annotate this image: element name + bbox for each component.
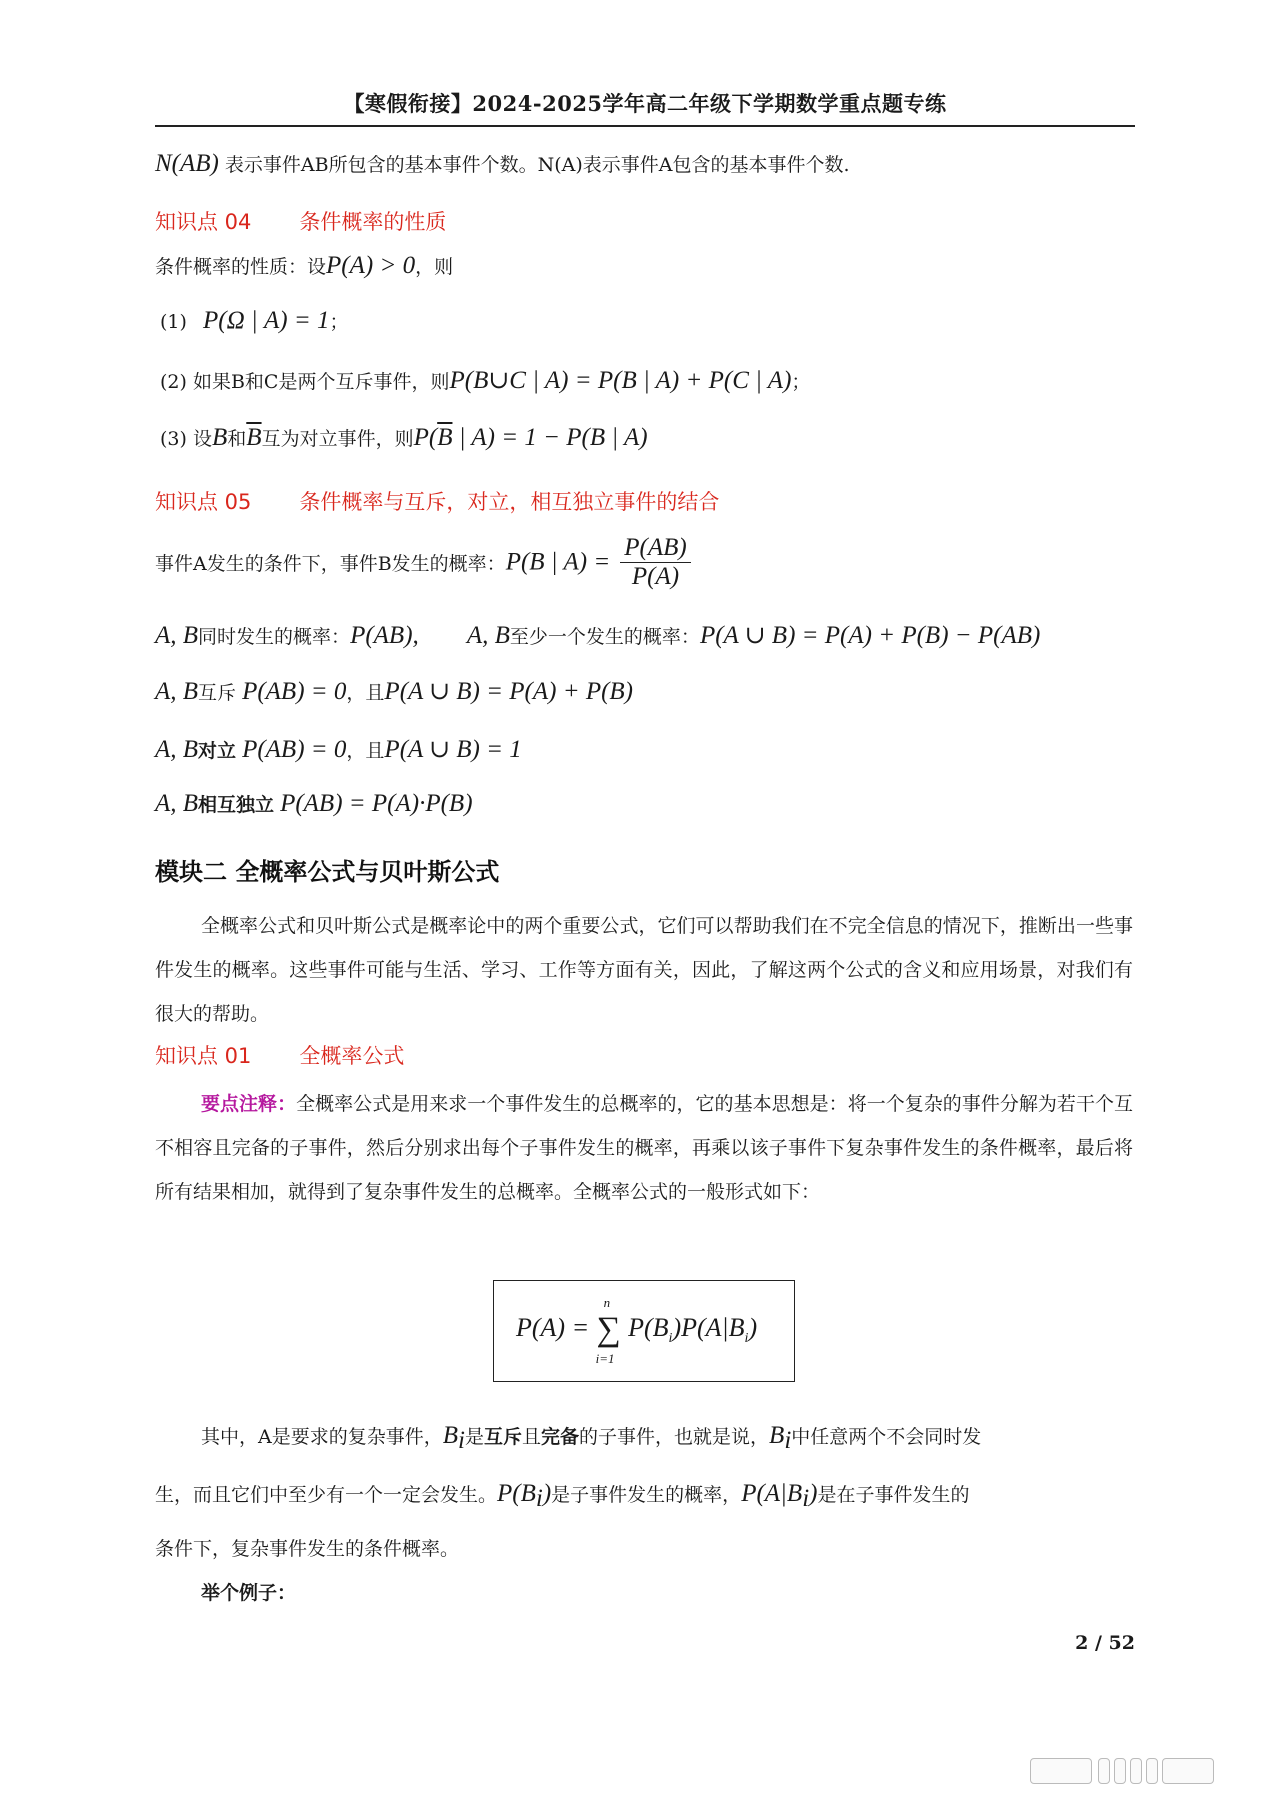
property-2 — [160, 365, 810, 395]
mutex-math: A, B — [155, 678, 199, 705]
watermark-decoration — [1030, 1748, 1250, 1788]
cond-lhs: P(B | A) = — [505, 548, 611, 576]
kp04-title: 条件概率的性质 — [299, 210, 447, 234]
property-1-math: P(Ω | A) = 1 — [202, 307, 330, 334]
explain-line-1 — [201, 1422, 981, 1455]
explain-b2: 完备 — [541, 1426, 580, 1448]
property-2-label: (2) — [160, 371, 187, 393]
example-label: 举个例子： — [201, 1582, 297, 1604]
conditional-probability-line — [155, 534, 691, 591]
kp04-number: 知识点 04 — [155, 210, 252, 234]
module2-intro: 全概率公式和贝叶斯公式是概率论中的两个重要公式，它们可以帮助我们在不完全信息的情况下，推断出一些事件发生的概率。这些事件可能与生活、学习、工作等方面有关，因此，了解这两个公式的含义和应用场景，对我们有很大的帮助。 — [155, 915, 1133, 1025]
explain-m3-end: ) — [542, 1480, 552, 1507]
mutex-text: 互斥 — [198, 682, 237, 704]
atleast-text: 至少一个发生的概率： — [509, 626, 700, 648]
property-2-suffix: ； — [791, 371, 811, 393]
properties-lead-suffix: ，则 — [415, 256, 454, 278]
explain-m1-sub: i — [458, 1426, 465, 1454]
explain-m4: P(A|B — [741, 1480, 803, 1507]
mutex-value: P(AB) = 0 — [242, 678, 347, 705]
both-value: P(AB), — [350, 622, 419, 649]
oppo-text: 对立 — [198, 740, 237, 762]
explain-m4-end: ) — [809, 1480, 818, 1507]
explain-t4: 的子事件，也就是说， — [579, 1426, 770, 1448]
indep-math: A, B — [155, 790, 199, 817]
explain-t5: 中任意两个不会同时发 — [791, 1426, 982, 1448]
explain-m2-sub: i — [784, 1426, 792, 1454]
kp01-title: 全概率公式 — [299, 1044, 405, 1068]
properties-lead-text: 条件概率的性质：设 — [155, 256, 327, 278]
explain-b1: 互斥 — [483, 1426, 522, 1448]
properties-lead-math: P(A) > 0 — [326, 252, 416, 279]
cond-numerator: P(AB) — [620, 534, 690, 563]
oppo-value2: P(A ∪ B) = 1 — [384, 736, 522, 763]
property-1-suffix: ； — [329, 311, 349, 333]
intro-math: N(AB) — [155, 150, 219, 177]
sum-upper-limit: n — [603, 1295, 611, 1310]
intro-text: 表示事件AB所包含的基本事件个数。N(A)表示事件A包含的基本事件个数. — [224, 154, 850, 176]
header-rule — [155, 125, 1135, 127]
property-3-text3: 互为对立事件，则 — [261, 428, 414, 450]
oppo-value: P(AB) = 0 — [242, 736, 347, 763]
sum-sigma: ∑ — [596, 1311, 621, 1348]
kp05-title: 条件概率与互斥，对立，相互独立事件的结合 — [299, 490, 720, 514]
property-3-b: B — [211, 424, 228, 451]
mutex-value2: P(A ∪ B) = P(A) + P(B) — [384, 678, 634, 705]
property-3-math-bbar: $\overline{B}$ — [437, 424, 453, 451]
explain-m1: B — [442, 1422, 459, 1449]
summation-symbol — [595, 1295, 622, 1366]
property-3-text1: 设 — [192, 428, 212, 450]
kp05-number: 知识点 05 — [155, 490, 252, 514]
independent-events-line — [155, 790, 473, 818]
key-note-label: 要点注释： — [201, 1093, 297, 1115]
property-3-label: (3) — [160, 428, 187, 450]
oppo-math: A, B — [155, 736, 199, 763]
kp05-heading — [155, 486, 719, 516]
atleast-value: P(A ∪ B) = P(A) + P(B) − P(AB) — [699, 622, 1041, 649]
explain-m3-sub: i — [535, 1484, 543, 1512]
both-math: A, B — [155, 622, 199, 649]
page-header-title: 【寒假衔接】2024-2025学年高二年级下学期数学重点题专练 — [343, 91, 947, 116]
oppo-and: ，且 — [346, 740, 385, 762]
kp04-heading — [155, 206, 446, 236]
cond-fraction — [620, 534, 690, 591]
explain-t8: 是在子事件发生的 — [817, 1484, 970, 1506]
mutex-and: ，且 — [346, 682, 385, 704]
explain-t6: 生，而且它们中至少有一个一定会发生。 — [155, 1484, 498, 1506]
formula-rhs: P(B — [628, 1312, 669, 1342]
key-note-text: 全概率公式是用来求一个事件发生的总概率的，它的基本思想是：将一个复杂的事件分解为若干个互不相容且完备的子事件，然后分别求出每个子事件发生的概率，再乘以该子事件下复杂事件发生的条件概率，最后将所有结果相加，就得到了复杂事件发生的总概率。全概率公式的一般形式如下： — [155, 1093, 1133, 1203]
explain-t3: 且 — [522, 1426, 542, 1448]
property-2-math: P(B∪C | A) = P(B | A) + P(C | A) — [449, 367, 792, 394]
property-3 — [160, 424, 648, 452]
explain-t1: 其中，A是要求的复杂事件， — [201, 1426, 443, 1448]
formula-rhs-mid: )P(A|B — [672, 1312, 745, 1342]
property-3-math-pre: P( — [413, 424, 438, 451]
property-1-label: (1) — [160, 311, 187, 333]
explain-m4-sub: i — [802, 1484, 810, 1512]
property-3-text2: 和 — [227, 428, 247, 450]
page-number: 2 / 52 — [1075, 1632, 1135, 1654]
explain-line-2 — [155, 1480, 970, 1513]
formula-lhs: P(A) = — [516, 1312, 590, 1342]
atleast-math: A, B — [466, 622, 510, 649]
key-note-paragraph — [155, 1082, 1133, 1214]
indep-value: P(AB) = P(A)·P(B) — [280, 790, 473, 817]
indep-text: 相互独立 — [198, 794, 275, 816]
total-probability-formula-box — [493, 1280, 795, 1382]
property-1 — [160, 307, 349, 335]
formula-rhs-sub: i — [668, 1331, 673, 1347]
kp01-heading — [155, 1040, 404, 1070]
mutually-exclusive-line — [155, 676, 633, 706]
sum-lower-limit: i=1 — [595, 1351, 615, 1366]
property-3-bbar: $\overline{B}$ — [246, 424, 262, 451]
property-2-text: 如果B和C是两个互斥事件，则 — [192, 371, 450, 393]
opposite-events-line — [155, 734, 522, 764]
properties-lead — [155, 252, 453, 280]
both-text: 同时发生的概率： — [198, 626, 351, 648]
property-3-math-post: | A) = 1 − P(B | A) — [452, 424, 648, 451]
explain-t2: 是 — [464, 1426, 484, 1448]
cond-text: 事件A发生的条件下，事件B发生的概率： — [155, 553, 506, 575]
explain-m3: P(B — [497, 1480, 536, 1507]
joint-probability-line — [155, 620, 1040, 650]
cond-denominator: P(A) — [631, 563, 680, 590]
module2-title: 模块二 全概率公式与贝叶斯公式 — [155, 858, 500, 886]
formula-rhs-end: ) — [748, 1312, 758, 1342]
kp01-number: 知识点 01 — [155, 1044, 252, 1068]
total-probability-formula — [516, 1295, 758, 1366]
explain-line-3: 条件下，复杂事件发生的条件概率。 — [155, 1538, 460, 1560]
explain-t7: 是子事件发生的概率， — [551, 1484, 742, 1506]
formula-rhs-sub2: i — [744, 1331, 749, 1347]
intro-line — [155, 150, 850, 178]
explain-m2: B — [769, 1422, 785, 1449]
